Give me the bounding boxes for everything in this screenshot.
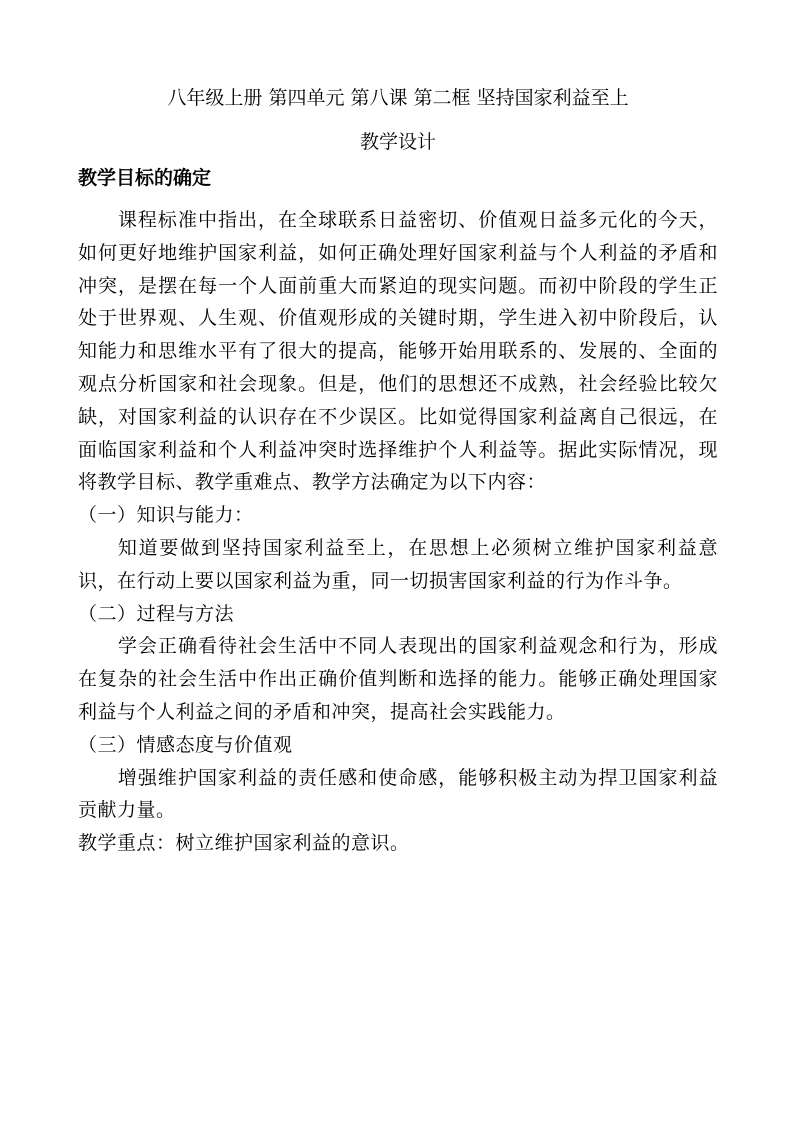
section-heading: 教学目标的确定 [78, 167, 212, 189]
teaching-key-point: 教学重点：树立维护国家利益的意识。 [78, 832, 410, 855]
objective-text-knowledge: 知道要做到坚持国家利益至上，在思想上必须树立维护国家利益意识，在行动上要以国家利益为重，同一切损害国家利益的行为作斗争。 [78, 536, 718, 592]
objective-heading-values: （三）情感态度与价值观 [78, 733, 293, 756]
intro-paragraph: 课程标准中指出，在全球联系日益密切、价值观日益多元化的今天，如何更好地维护国家利益，如何正确处理好国家利益与个人利益的矛盾和冲突，是摆在每一个人面前重大而紧迫的现实问题。而初中阶段的学生正处于世界观、人生观、价值观形成的关键时期，学生进入初中阶段后，认知能力和思维水平有了很大的提高，能够开始用联系的、发展的、全面的观点分析国家和社会现象。但是，他们的思想还不成熟，社会经验比较欠缺，对国家利益的认识存在不少误区。比如觉得国家利益离自己很远，在面临国家利益和个人利益冲突时选择维护个人利益等。据此实际情况，现将教学目标、教学重难点、教学方法确定为以下内容： [78, 209, 718, 494]
objective-heading-process: （二）过程与方法 [78, 602, 235, 625]
objective-heading-knowledge: （一）知识与能力： [78, 504, 254, 527]
document-subtitle: 教学设计 [359, 131, 436, 153]
objective-text-process: 学会正确看待社会生活中不同人表现出的国家利益观念和行为，形成在复杂的社会生活中作出正确价值判断和选择的能力。能够正确处理国家利益与个人利益之间的矛盾和冲突，提高社会实践能力。 [78, 635, 718, 723]
document-body [78, 84, 718, 860]
objective-text-values: 增强维护国家利益的责任感和使命感，能够积极主动为捍卫国家利益贡献力量。 [78, 766, 718, 822]
document-title: 八年级上册 第四单元 第八课 第二框 坚持国家利益至上 [167, 87, 629, 109]
